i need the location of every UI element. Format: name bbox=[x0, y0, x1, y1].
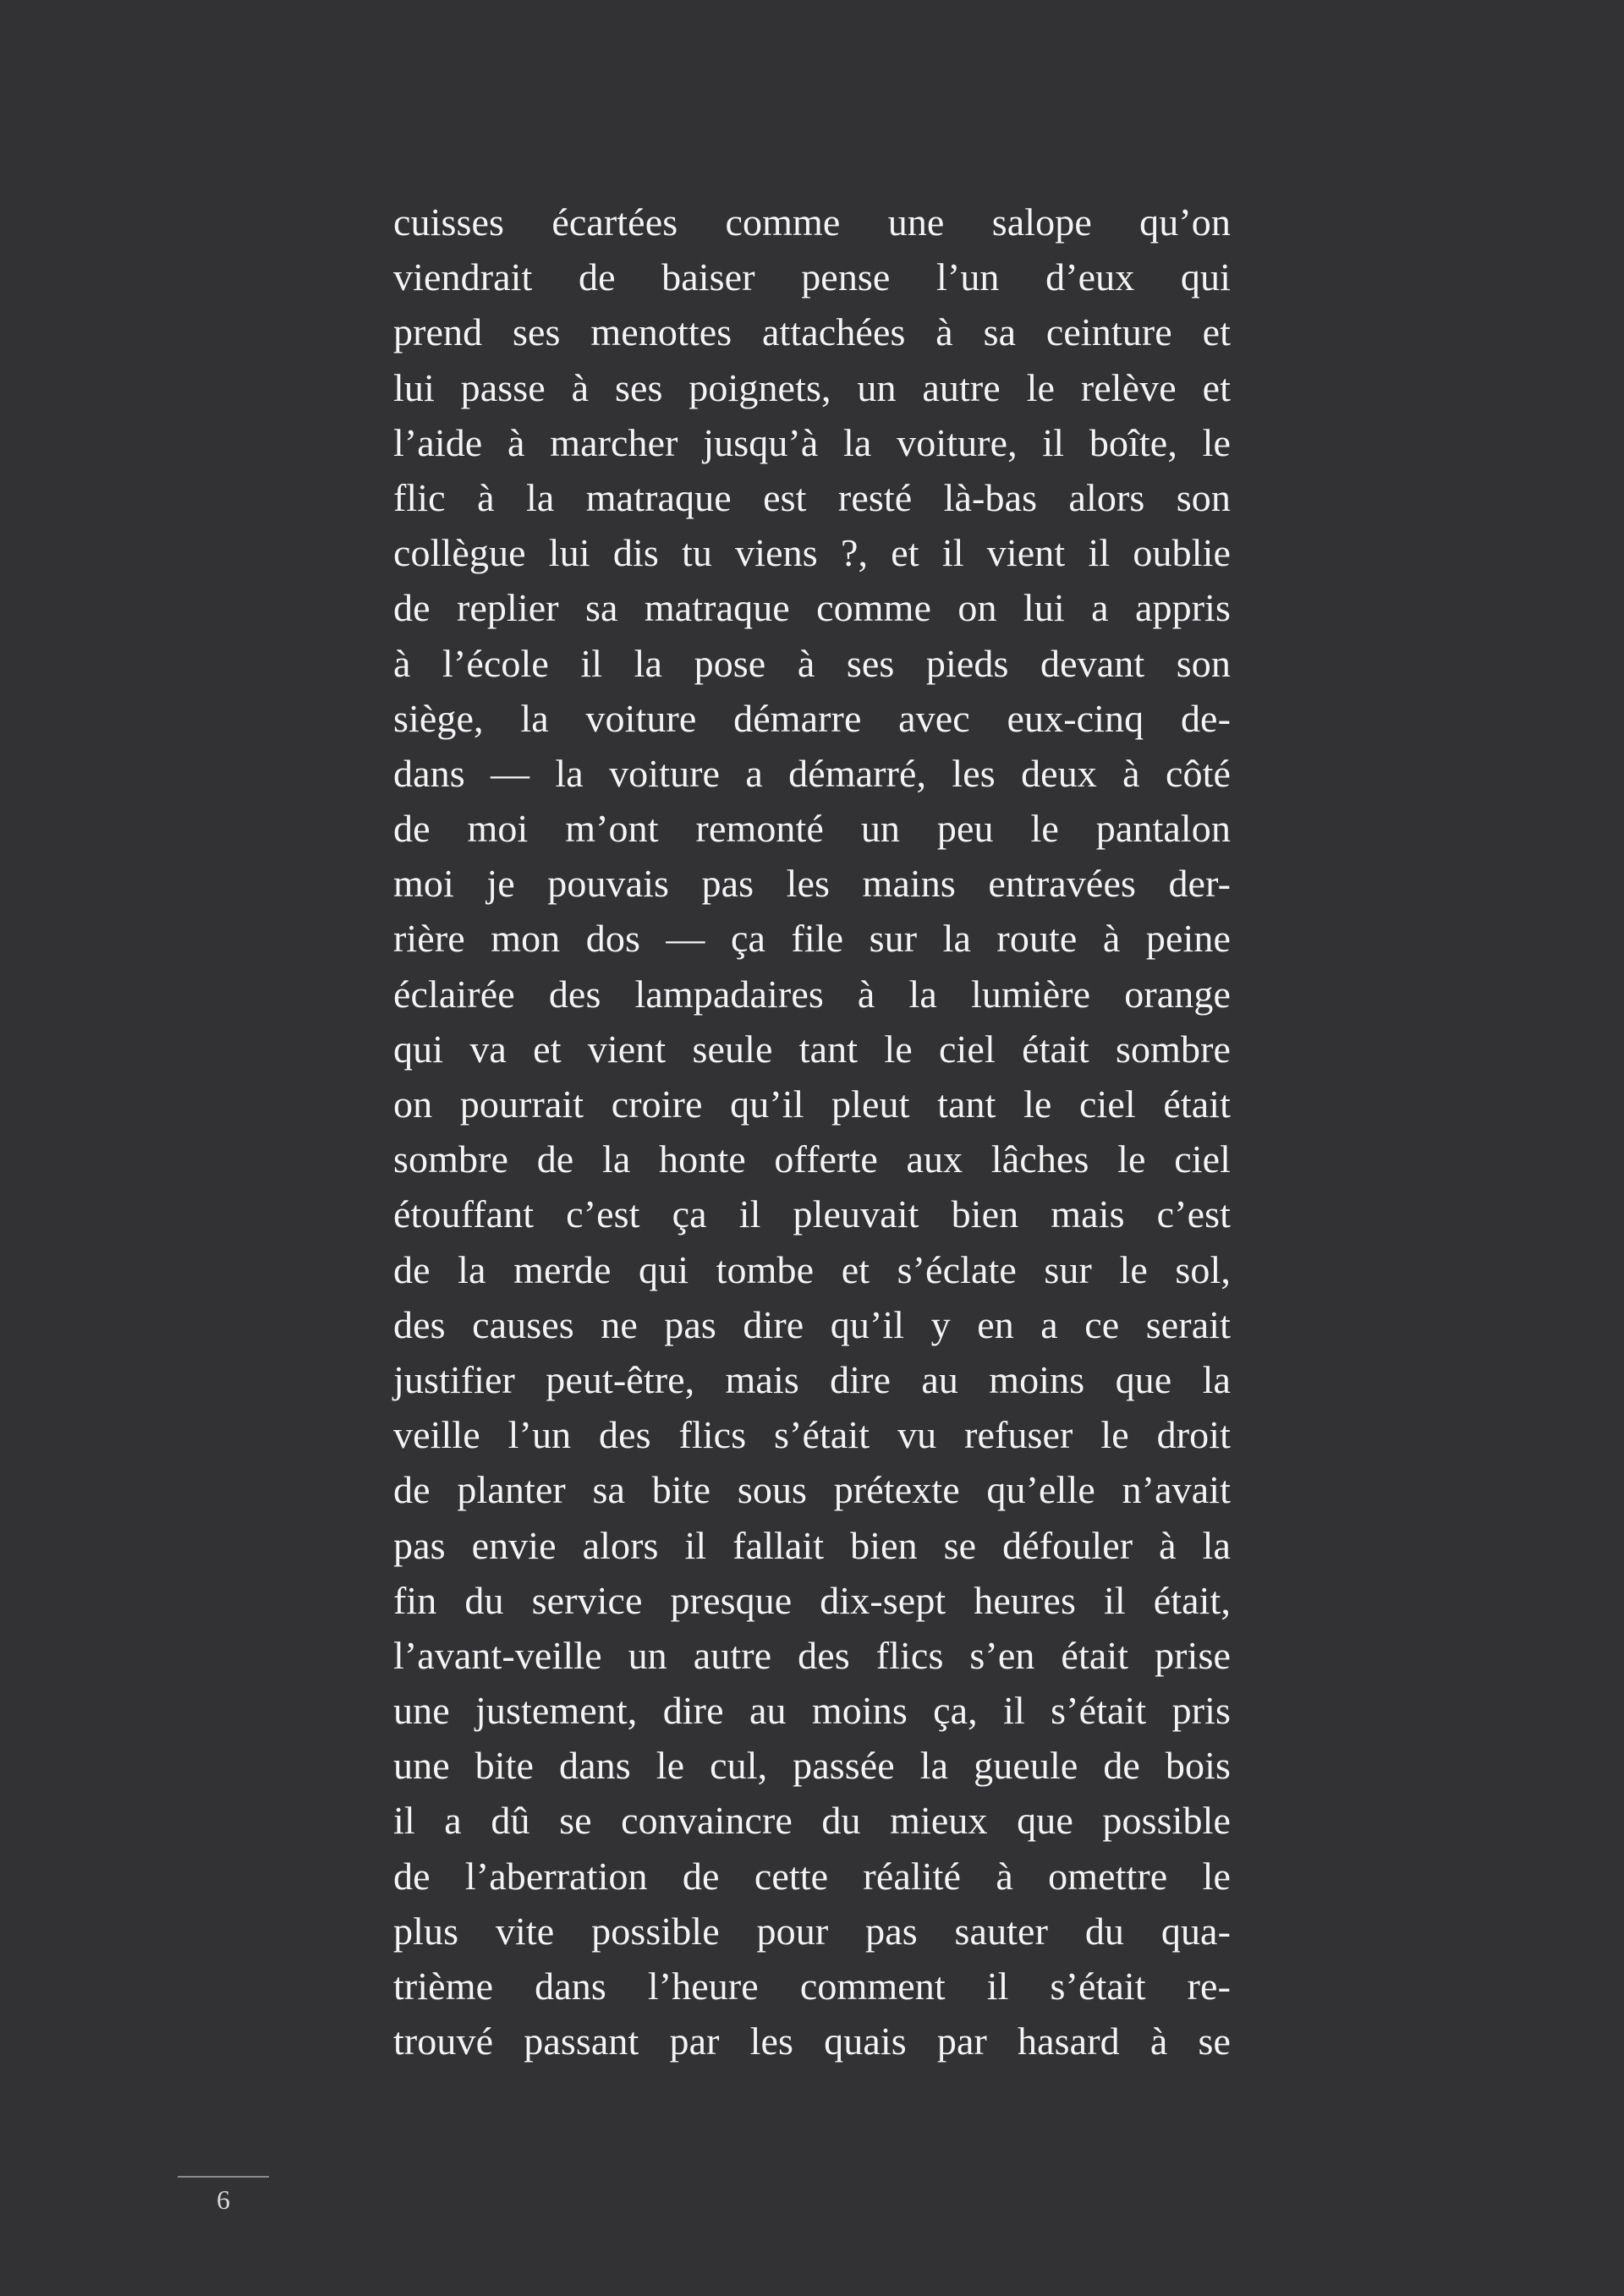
text-line: une justement, dire au moins ça, il s’était pris bbox=[393, 1689, 1231, 1733]
text-line: de replier sa matraque comme on lui a appris bbox=[393, 586, 1231, 630]
text-line: dans — la voiture a démarré, les deux à côté bbox=[393, 751, 1231, 795]
text-line: viendrait de baiser pense l’un d’eux qui bbox=[393, 255, 1231, 299]
text-line: à l’école il la pose à ses pieds devant son bbox=[393, 641, 1231, 685]
text-line: éclairée des lampadaires à la lumière orange bbox=[393, 972, 1231, 1016]
page-number: 6 bbox=[217, 2184, 230, 2215]
text-line: l’avant-veille un autre des flics s’en était prise bbox=[393, 1633, 1231, 1677]
text-line: on pourrait croire qu’il pleut tant le ciel était bbox=[393, 1082, 1231, 1126]
text-line: siège, la voiture démarre avec eux-cinq de- bbox=[393, 696, 1231, 740]
text-line: qui va et vient seule tant le ciel était sombre bbox=[393, 1027, 1231, 1071]
text-line: veille l’un des flics s’était vu refuser le droit bbox=[393, 1413, 1231, 1457]
text-line: une bite dans le cul, passée la gueule de bois bbox=[393, 1744, 1231, 1788]
text-line: il a dû se convaincre du mieux que possible bbox=[393, 1799, 1231, 1843]
text-line: trième dans l’heure comment il s’était re- bbox=[393, 1964, 1231, 2008]
text-line: étouffant c’est ça il pleuvait bien mais c’est bbox=[393, 1192, 1231, 1236]
text-line: collègue lui dis tu viens ?, et il vient il oublie bbox=[393, 531, 1231, 575]
text-line: justifier peut-être, mais dire au moins que la bbox=[393, 1357, 1231, 1401]
text-line: fin du service presque dix-sept heures il était, bbox=[393, 1578, 1231, 1622]
text-line: de la merde qui tombe et s’éclate sur le sol, bbox=[393, 1247, 1231, 1291]
text-line: pas envie alors il fallait bien se défouler à la bbox=[393, 1523, 1231, 1567]
text-line: des causes ne pas dire qu’il y en a ce serait bbox=[393, 1302, 1231, 1346]
text-line: de moi m’ont remonté un peu le pantalon bbox=[393, 807, 1231, 851]
text-line: rière mon dos — ça file sur la route à peine bbox=[393, 917, 1231, 961]
footer-rule bbox=[178, 2176, 269, 2178]
text-line: trouvé passant par les quais par hasard à se bbox=[393, 2019, 1231, 2063]
text-line: cuisses écartées comme une salope qu’on bbox=[393, 200, 1231, 244]
text-line: de planter sa bite sous prétexte qu’elle n’avait bbox=[393, 1468, 1231, 1512]
text-line: sombre de la honte offerte aux lâches le ciel bbox=[393, 1137, 1231, 1181]
text-line: moi je pouvais pas les mains entravées der- bbox=[393, 862, 1231, 906]
body-text bbox=[393, 195, 1231, 2069]
text-line: l’aide à marcher jusqu’à la voiture, il boîte, le bbox=[393, 420, 1231, 464]
text-line: flic à la matraque est resté là-bas alors son bbox=[393, 475, 1231, 519]
text-line: prend ses menottes attachées à sa ceinture et bbox=[393, 310, 1231, 354]
text-line: de l’aberration de cette réalité à omettre le bbox=[393, 1854, 1231, 1898]
text-line: lui passe à ses poignets, un autre le relève et bbox=[393, 365, 1231, 409]
text-line: plus vite possible pour pas sauter du qua- bbox=[393, 1909, 1231, 1953]
